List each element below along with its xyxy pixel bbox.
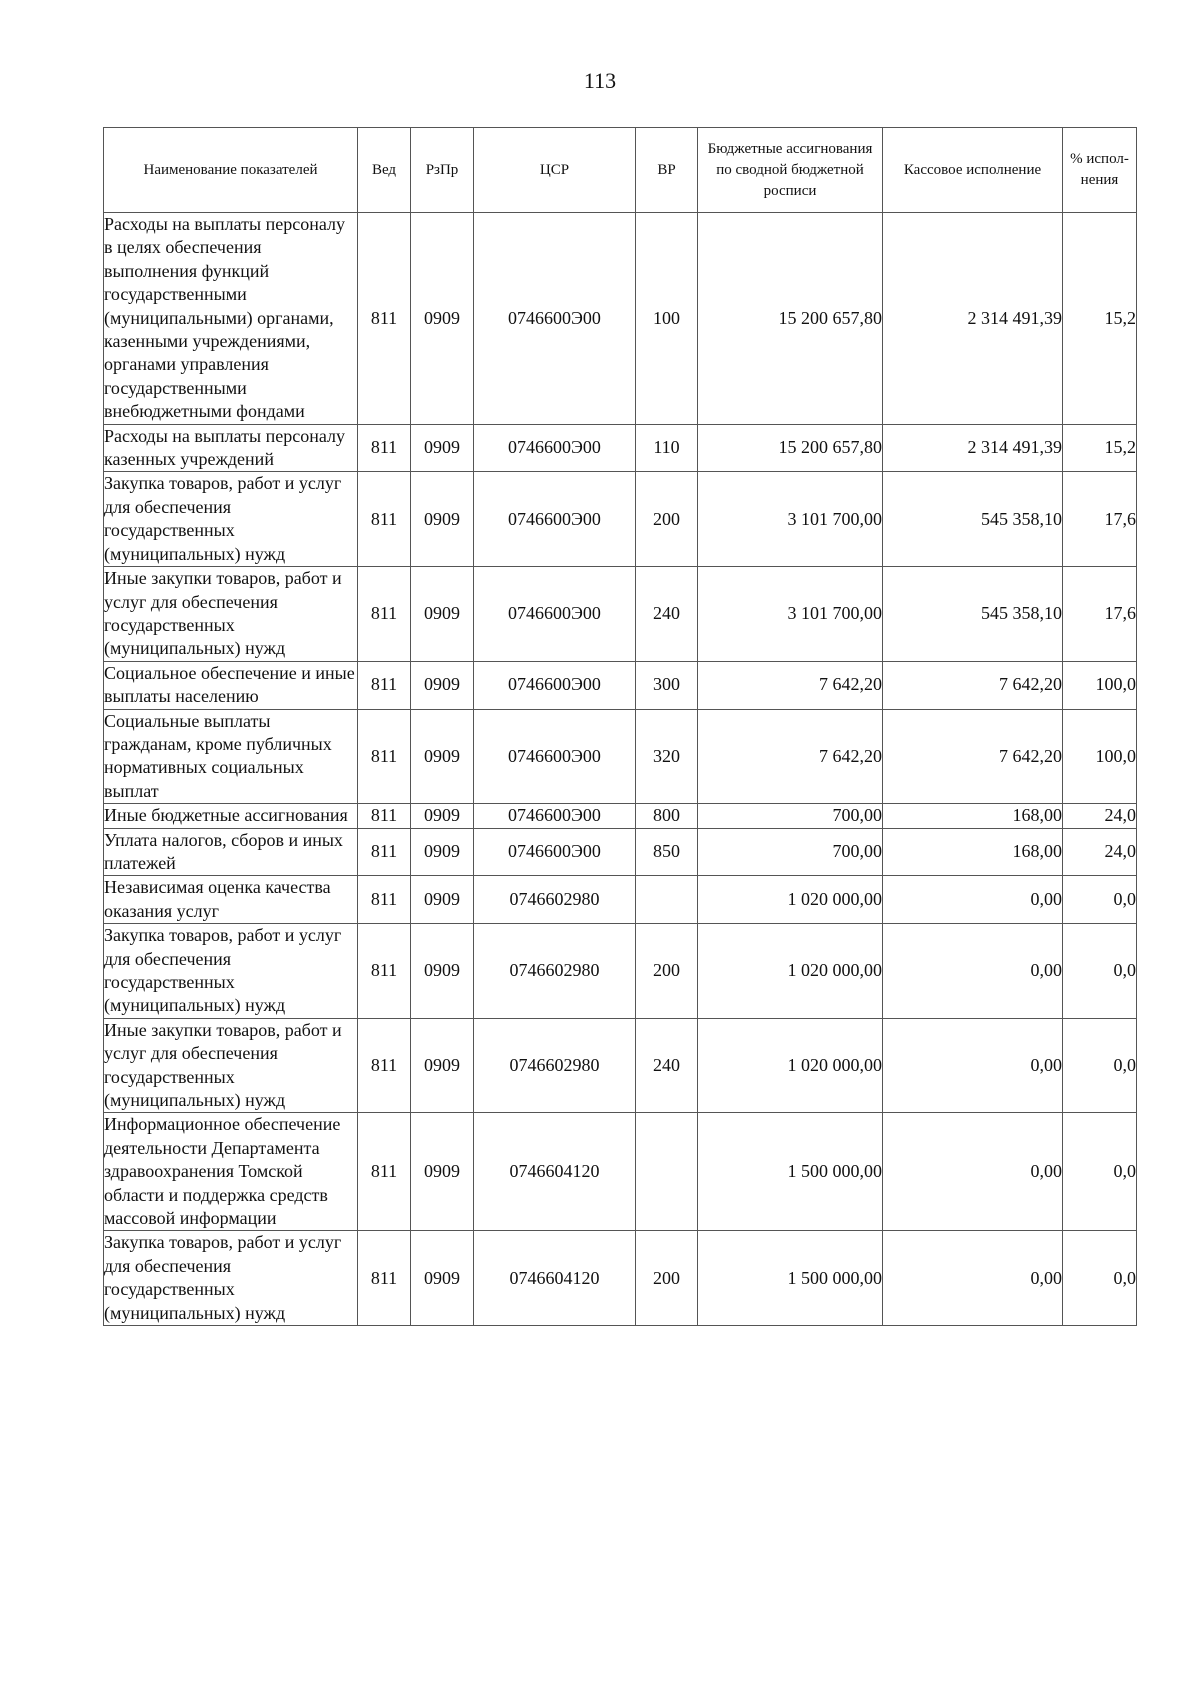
budget-execution-table (103, 127, 1137, 1326)
row-ved: 811 (358, 424, 411, 472)
row-cash: 0,00 (883, 1113, 1063, 1231)
row-vr: 320 (636, 709, 698, 804)
row-assignments: 1 020 000,00 (698, 1018, 883, 1113)
table-row (104, 828, 1137, 876)
header-vr: ВР (636, 128, 698, 213)
row-rzpr: 0909 (411, 1018, 474, 1113)
header-assignments: Бюджетные ассигнования по сводной бюджетной росписи (698, 128, 883, 213)
table-row (104, 213, 1137, 425)
row-rzpr: 0909 (411, 1231, 474, 1326)
row-name: Иные закупки товаров, работ и услуг для обеспечения государственных (муниципальных) нужд (104, 567, 358, 662)
row-vr: 200 (636, 472, 698, 567)
header-row (104, 128, 1137, 213)
row-assignments: 1 020 000,00 (698, 924, 883, 1019)
row-csr: 0746600Э00 (474, 661, 636, 709)
row-csr: 0746600Э00 (474, 213, 636, 425)
header-rzpr: РзПр (411, 128, 474, 213)
row-vr: 200 (636, 924, 698, 1019)
row-rzpr: 0909 (411, 804, 474, 828)
row-vr: 200 (636, 1231, 698, 1326)
row-assignments: 700,00 (698, 804, 883, 828)
row-cash: 2 314 491,39 (883, 213, 1063, 425)
header-cash: Кассовое исполнение (883, 128, 1063, 213)
header-percent: % испол-нения (1063, 128, 1137, 213)
row-assignments: 15 200 657,80 (698, 424, 883, 472)
row-ved: 811 (358, 661, 411, 709)
row-assignments: 3 101 700,00 (698, 567, 883, 662)
table-row (104, 709, 1137, 804)
row-percent: 0,0 (1063, 924, 1137, 1019)
row-percent: 0,0 (1063, 1113, 1137, 1231)
row-assignments: 700,00 (698, 828, 883, 876)
row-percent: 0,0 (1063, 876, 1137, 924)
row-ved: 811 (358, 709, 411, 804)
row-csr: 0746600Э00 (474, 828, 636, 876)
row-cash: 2 314 491,39 (883, 424, 1063, 472)
row-ved: 811 (358, 804, 411, 828)
row-rzpr: 0909 (411, 1113, 474, 1231)
row-percent: 24,0 (1063, 804, 1137, 828)
row-cash: 0,00 (883, 876, 1063, 924)
row-assignments: 7 642,20 (698, 661, 883, 709)
row-cash: 168,00 (883, 804, 1063, 828)
row-rzpr: 0909 (411, 424, 474, 472)
row-ved: 811 (358, 1231, 411, 1326)
row-rzpr: 0909 (411, 876, 474, 924)
row-ved: 811 (358, 1018, 411, 1113)
row-cash: 0,00 (883, 1018, 1063, 1113)
header-name: Наименование показателей (104, 128, 358, 213)
row-assignments: 15 200 657,80 (698, 213, 883, 425)
row-vr: 240 (636, 1018, 698, 1113)
row-percent: 17,6 (1063, 567, 1137, 662)
row-vr (636, 1113, 698, 1231)
row-csr: 0746600Э00 (474, 804, 636, 828)
row-assignments: 1 500 000,00 (698, 1113, 883, 1231)
table-row (104, 804, 1137, 828)
row-rzpr: 0909 (411, 661, 474, 709)
row-csr: 0746604120 (474, 1231, 636, 1326)
table-row (104, 661, 1137, 709)
row-csr: 0746602980 (474, 1018, 636, 1113)
row-ved: 811 (358, 924, 411, 1019)
row-ved: 811 (358, 1113, 411, 1231)
row-assignments: 3 101 700,00 (698, 472, 883, 567)
table-body (104, 213, 1137, 1326)
row-cash: 7 642,20 (883, 661, 1063, 709)
row-rzpr: 0909 (411, 828, 474, 876)
row-name: Социальное обеспечение и иные выплаты населению (104, 661, 358, 709)
table-row (104, 876, 1137, 924)
row-percent: 0,0 (1063, 1231, 1137, 1326)
table-row (104, 472, 1137, 567)
row-csr: 0746600Э00 (474, 424, 636, 472)
header-ved: Вед (358, 128, 411, 213)
row-assignments: 1 020 000,00 (698, 876, 883, 924)
row-ved: 811 (358, 567, 411, 662)
table-row (104, 1018, 1137, 1113)
row-vr: 240 (636, 567, 698, 662)
row-ved: 811 (358, 876, 411, 924)
row-rzpr: 0909 (411, 924, 474, 1019)
row-name: Уплата налогов, сборов и иных платежей (104, 828, 358, 876)
row-name: Расходы на выплаты персоналу казенных учреждений (104, 424, 358, 472)
row-name: Расходы на выплаты персоналу в целях обеспечения выполнения функций государственными (муниципальными) органами, казенными учреждениями, органами управления государственными внебюджетными фондами (104, 213, 358, 425)
page-number: 113 (583, 68, 617, 93)
row-assignments: 7 642,20 (698, 709, 883, 804)
row-rzpr: 0909 (411, 213, 474, 425)
row-percent: 0,0 (1063, 1018, 1137, 1113)
row-rzpr: 0909 (411, 709, 474, 804)
row-ved: 811 (358, 472, 411, 567)
row-name: Закупка товаров, работ и услуг для обеспечения государственных (муниципальных) нужд (104, 924, 358, 1019)
header-csr: ЦСР (474, 128, 636, 213)
row-cash: 7 642,20 (883, 709, 1063, 804)
row-name: Иные закупки товаров, работ и услуг для обеспечения государственных (муниципальных) нужд (104, 1018, 358, 1113)
row-csr: 0746600Э00 (474, 567, 636, 662)
row-percent: 15,2 (1063, 213, 1137, 425)
row-percent: 17,6 (1063, 472, 1137, 567)
table-row (104, 1231, 1137, 1326)
row-csr: 0746602980 (474, 876, 636, 924)
row-name: Закупка товаров, работ и услуг для обеспечения государственных (муниципальных) нужд (104, 472, 358, 567)
row-csr: 0746604120 (474, 1113, 636, 1231)
row-percent: 100,0 (1063, 709, 1137, 804)
row-percent: 24,0 (1063, 828, 1137, 876)
row-ved: 811 (358, 828, 411, 876)
row-cash: 545 358,10 (883, 472, 1063, 567)
row-rzpr: 0909 (411, 472, 474, 567)
row-cash: 545 358,10 (883, 567, 1063, 662)
row-percent: 100,0 (1063, 661, 1137, 709)
row-csr: 0746600Э00 (474, 472, 636, 567)
table-row (104, 924, 1137, 1019)
row-vr: 850 (636, 828, 698, 876)
row-assignments: 1 500 000,00 (698, 1231, 883, 1326)
row-name: Иные бюджетные ассигнования (104, 804, 358, 828)
row-rzpr: 0909 (411, 567, 474, 662)
row-vr: 100 (636, 213, 698, 425)
row-name: Закупка товаров, работ и услуг для обеспечения государственных (муниципальных) нужд (104, 1231, 358, 1326)
table-row (104, 1113, 1137, 1231)
row-vr (636, 876, 698, 924)
row-name: Социальные выплаты гражданам, кроме публичных нормативных социальных выплат (104, 709, 358, 804)
table-row (104, 567, 1137, 662)
row-cash: 0,00 (883, 924, 1063, 1019)
table-row (104, 424, 1137, 472)
row-csr: 0746600Э00 (474, 709, 636, 804)
row-csr: 0746602980 (474, 924, 636, 1019)
row-cash: 0,00 (883, 1231, 1063, 1326)
row-vr: 800 (636, 804, 698, 828)
row-percent: 15,2 (1063, 424, 1137, 472)
row-name: Независимая оценка качества оказания услуг (104, 876, 358, 924)
row-vr: 300 (636, 661, 698, 709)
row-vr: 110 (636, 424, 698, 472)
row-cash: 168,00 (883, 828, 1063, 876)
row-ved: 811 (358, 213, 411, 425)
row-name: Информационное обеспечение деятельности Департамента здравоохранения Томской области и поддержка средств массовой информации (104, 1113, 358, 1231)
